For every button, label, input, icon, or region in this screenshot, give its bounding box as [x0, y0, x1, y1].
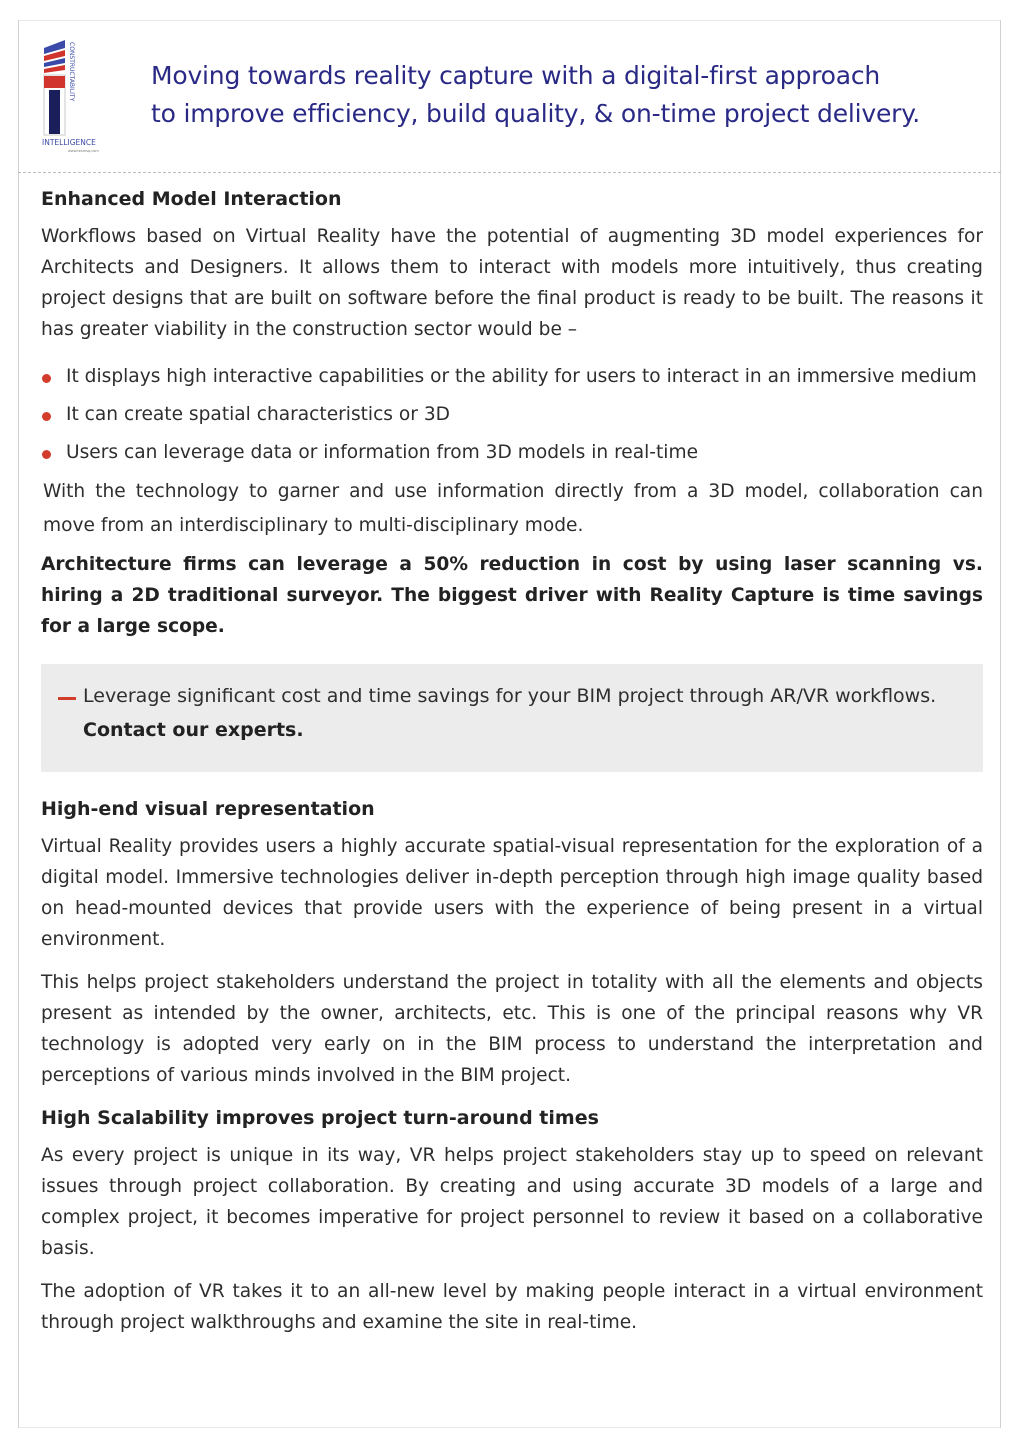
- svg-text:INTELLIGENCE: INTELLIGENCE: [42, 138, 96, 147]
- list-item: [41, 399, 983, 430]
- bullet-dot-icon: [42, 412, 51, 421]
- headline-line-2: to improve efficiency, build quality, & on-time project delivery.: [151, 99, 920, 128]
- section-heading-enhanced-model-interaction: Enhanced Model Interaction: [41, 188, 342, 210]
- bullet-dot-icon: [42, 374, 51, 383]
- contact-experts-link[interactable]: Contact our experts.: [83, 719, 304, 741]
- section-intro: Workflows based on Virtual Reality have the potential of augmenting 3D model experiences for Architects and Designers. It allows them to interact with models more intuitively, thus creating project designs that are built on software before the final product is ready to be built. The reasons it has greater viability in the construction sector would be –: [41, 226, 983, 340]
- list-item: [41, 361, 983, 392]
- bullet-dot-icon: [42, 450, 51, 459]
- cta-callout: [41, 664, 983, 772]
- dash-icon: [58, 697, 76, 700]
- section-heading-visual-representation: High-end visual representation: [41, 798, 375, 820]
- section-paragraph: As every project is unique in its way, VR helps project stakeholders stay up to speed on relevant issues through project collaboration. By creating and using accurate 3D models of a large and complex project, it becomes imperative for project personnel to review it based on a collaborative basis.: [41, 1145, 983, 1259]
- list-item: [41, 437, 983, 468]
- page-header: [18, 20, 1001, 172]
- section-paragraph: This helps project stakeholders understand the project in totality with all the elements and objects present as intended by the owner, architects, etc. This is one of the principal reasons why VR technology is adopted very early on in the BIM process to understand the interpretation and perceptions of various minds involved in the BIM project.: [41, 972, 983, 1086]
- section-paragraph: Virtual Reality provides users a highly accurate spatial-visual representation for the exploration of a digital model. Immersive technologies deliver in-depth perception through high image quality based on head-mounted devices that provide users with the experience of being present in a virtual environment.: [41, 836, 983, 950]
- list-item-text: Users can leverage data or information from 3D models in real-time: [66, 442, 699, 463]
- collaboration-paragraph: With the technology to garner and use information directly from a 3D model, collaboration can move from an interdisciplinary to multi-disciplinary mode.: [43, 481, 983, 536]
- section-paragraph: The adoption of VR takes it to an all-new level by making people interact in a virtual environment through project walkthroughs and examine the site in real-time.: [41, 1281, 983, 1333]
- list-item-text: It can create spatial characteristics or 3D: [66, 404, 450, 425]
- cta-message: Leverage significant cost and time savings for your BIM project through AR/VR workflows.: [83, 685, 937, 707]
- svg-text:CONSTRUCTABILITY: CONSTRUCTABILITY: [68, 42, 75, 102]
- list-item-text: It displays high interactive capabilities or the ability for users to interact in an immersive medium: [66, 366, 977, 387]
- cta-text: [83, 679, 943, 747]
- svg-text:www.tesmsq.com: www.tesmsq.com: [68, 149, 99, 153]
- headline: [151, 57, 981, 133]
- article-body: [41, 184, 983, 1338]
- company-logo: [38, 36, 114, 154]
- section-heading-high-scalability: High Scalability improves project turn-around times: [41, 1107, 599, 1129]
- cost-savings-highlight: Architecture firms can leverage a 50% reduction in cost by using laser scanning vs. hiring a 2D traditional surveyor. The biggest driver with Reality Capture is time savings for a large scope.: [41, 554, 983, 637]
- headline-line-1: Moving towards reality capture with a digital-first approach: [151, 61, 881, 90]
- dashed-divider: [18, 172, 1001, 173]
- feature-list: [41, 361, 983, 468]
